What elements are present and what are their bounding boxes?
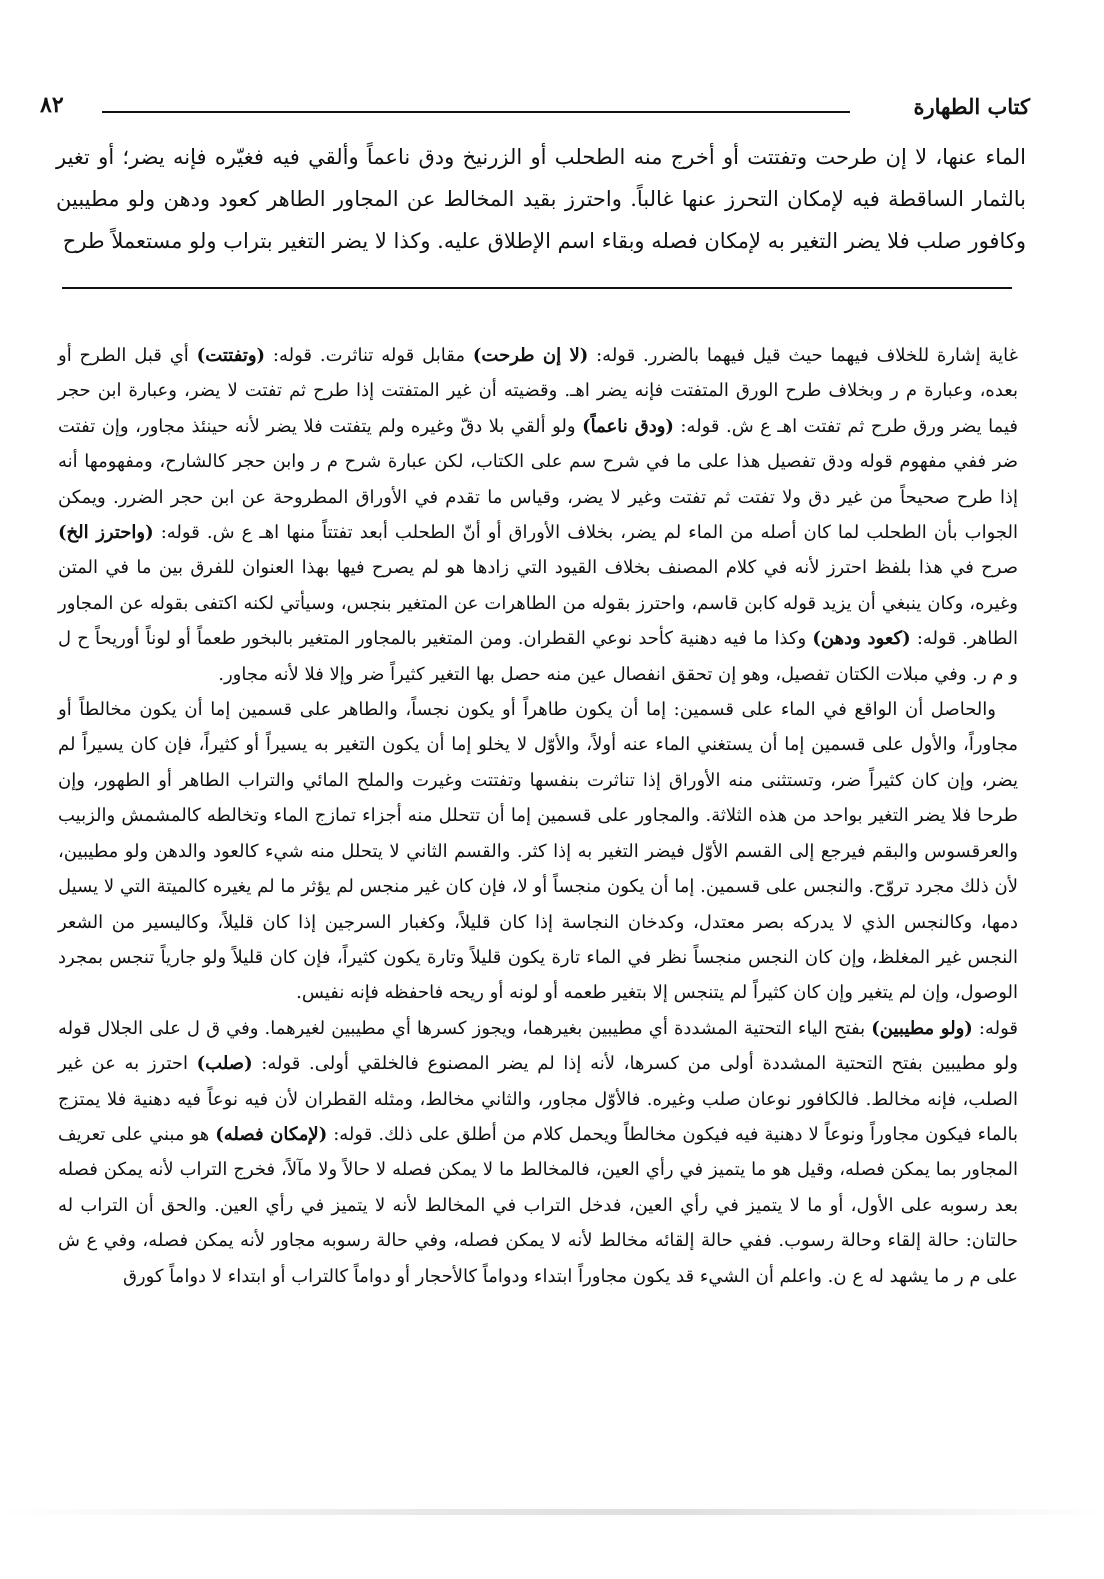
commentary-text: قوله: [972,1017,1018,1039]
lemma-quote: (كعود ودهن) [812,628,911,650]
lemma-quote: (لا إن طرحت) [472,345,589,366]
commentary-paragraph-3 [58,1011,1018,1294]
commentary-text: هو مبني على تعريف المجاور بما يمكن فصله، وقيل هو ما يتميز في رأي العين، فالمخالط ما لا يمكن فصله لا حالاً ولا مآلاً، فخرج التراب لأنه يمكن فصله بعد رسوبه على الأول، أو ما لا يتميز في رأي العين، فدخل التراب في المخالط لأنه لا يتميز في رأي العين. والحق أن التراب له حالتان: حالة إلقاء وحالة رسوب. ففي حالة إلقائه مخالط لأنه لا يمكن فصله، وفي حالة رسوبه مجاور لأنه يمكن فصله، وفي ع ش على م ر ما يشهد له ع ن. واعلم أن الشيء قد يكون مجاوراً ابتداء ودواماً كالأحجار أو دواماً كالتراب أو ابتداء لا دواماً كورق [58,1123,1018,1287]
lemma-quote: (صلب) [196,1053,253,1075]
hashiya-commentary [58,338,1018,1294]
footnote-separator [62,287,1012,289]
commentary-text: ولو ألقي بلا دقّ وغيره ولم يتفتت فلا يضر لأنه حينئذ مجاور، وإن تفتت ضر ففي مفهوم قوله ودق تفصيل هذا على ما في شرح سم على الكتاب، لكن عبارة شرح م ر وابن حجر كالشارح، ومفهومها أنه إذا طرح صحيحاً من غير دق ولا تفتت ثم تفتت وغير لا يضر، وقياس ما تقدم في الأوراق المطروحة عن ابن حجر الضرر. ويمكن الجواب بأن الطحلب لما كان أصله من الماء لم يضر، بخلاف الأوراق أو أنّ الطحلب أبعد تفتتاً منها اهـ ع ش. قوله: [58,415,1018,544]
lemma-quote: (وتفتتت) [196,345,266,366]
page-edge-shadow [0,1509,1104,1515]
matn-text: الماء عنها، لا إن طرحت وتفتتت أو أخرج منه الطحلب أو الزرنيخ ودق ناعماً وألقي فيه فغيّره فإنه يضر؛ أو تغير بالثمار الساقطة فيه لإمكان التحرز عنها غالباً. واحترز بقيد المخالط عن المجاور الطاهر كعود ودهن ولو مطيبين وكافور صلب فلا يضر التغير به لإمكان فصله وبقاء اسم الإطلاق عليه. وكذا لا يضر التغير بتراب ولو مستعملاً طرح [56,145,1026,253]
commentary-text: غاية إشارة للخلاف فيهما حيث قيل فيهما بالضرر. قوله: [588,345,1019,366]
page-header [40,92,1030,126]
lemma-quote: (لإمكان فصله) [215,1123,328,1145]
commentary-paragraph-1 [58,338,1018,692]
commentary-paragraph-2: والحاصل أن الواقع في الماء على قسمين: إما أن يكون طاهراً أو يكون نجساً، والطاهر على قسمين إما أن يكون مخالطاً أو مجاوراً، والأول على قسمين إما أن يستغني الماء عنه أولاً، والأوّل لا يخلو إما أن يكون التغير به يسيراً أو كثيراً، فإن كان يسيراً لم يضر، وإن كان كثيراً ضر، وتستثنى منه الأوراق إذا تناثرت بنفسها وتفتتت وغيرت والملح المائي والتراب الطاهر أو الطهور، وإن طرحا فلا يضر التغير بواحد من هذه الثلاثة. والمجاور على قسمين إما أن تتحلل منه أجزاء تمازج الماء وتخالطه كالمشمش والزبيب والعرقسوس والبقم فيرجع إلى القسم الأوّل فيضر التغير به إذا كثر. والقسم الثاني لا يتحلل منه شيء كالعود والدهن ولو مطيبين، لأن ذلك مجرد تروّح. والنجس على قسمين. إما أن يكون منجساً أو لا، فإن كان غير منجس لم يؤثر ما لم يغيره كالميتة التي لا يسيل دمها، وكالنجس الذي لا يدركه بصر معتدل، وكدخان النجاسة إذا كان قليلاً، وكغبار السرجين إذا كان قليلاً، وكاليسير من الشعر النجس غير المغلظ، وإن كان النجس منجساً نظر في الماء تارة يكون قليلاً وتارة يكون كثيراً، فإن كان قليلاً ولو جارياً تنجس بمجرد الوصول، وإن لم يتغير وإن كان كثيراً لم يتنجس إلا بتغير طعمه أو لونه أو ريحه فاحفظه فإنه نفيس. [58,699,1018,1004]
page-number: ٨٢ [40,92,64,118]
running-title: كتاب الطهارة [913,94,1030,119]
commentary-text: مقابل قوله تناثرت. قوله: [265,345,473,366]
commentary-text: صرح في هذا بلفظ احترز لأنه في كلام المصنف بخلاف القيود التي زادها هو لم يصرح فيها بهذا العنوان للفرق بين ما في المتن وغيره، وكان ينبغي أن يزيد قوله كابن قاسم، واحترز بقوله من الطاهرات عن المتغير بنجس، وسيأتي لكنه اكتفى بقوله عن المجاور الطاهر. قوله: [58,557,1018,650]
commentary-text: أي قبل الطرح أو بعده، وعبارة م ر وبخلاف طرح الورق المتفتت فإنه يضر اهـ. وقضيته أن غير المتفتت إذا طرح ثم تفتت لا يضر، وعبارة ابن حجر فيما يضر ورق طرح ثم تفتت اهـ ع ش. قوله: [58,345,1018,437]
lemma-quote: (واحترز الخ) [58,522,154,544]
commentary-text: بفتح الياء التحتية المشددة أي مطيبين بغيرهما، ويجوز كسرها أي مطيبين لغيرهما. وفي ق ل على الجلال قوله ولو مطيبين بفتح التحتية المشددة أولى من كسرها، لأنه إذا لم يضر المصنوع فالخلقي أولى. قوله: [58,1017,1018,1075]
header-rule [102,111,850,113]
commentary-text: احترز به عن غير الصلب، فإنه مخالط. فالكافور نوعان صلب وغيره. فالأوّل مجاور، والثاني مخالط، ومثله القطران لأن فيه نوعاً فيه دهنية فلا يمتزج بالماء فيكون مجاوراً ونوعاً لا دهنية فيه فيكون مخالطاً ويحمل كلام من أطلق على ذلك. قوله: [58,1053,1018,1145]
lemma-quote: (ولو مطيبين) [871,1017,973,1039]
lemma-quote: (ودق ناعماً) [582,415,674,437]
commentary-text: وكذا ما فيه دهنية كأحد نوعي القطران. ومن المتغير بالمجاور المتغير بالبخور طعماً أو لوناً أوريحاً ح ل و م ر. وفي مبلات الكتان تفصيل، وهو إن تحقق انفصال عين منه حصل بها التغير كثيراً ضر وإلا فلا لأنه مجاور. [58,628,1018,685]
